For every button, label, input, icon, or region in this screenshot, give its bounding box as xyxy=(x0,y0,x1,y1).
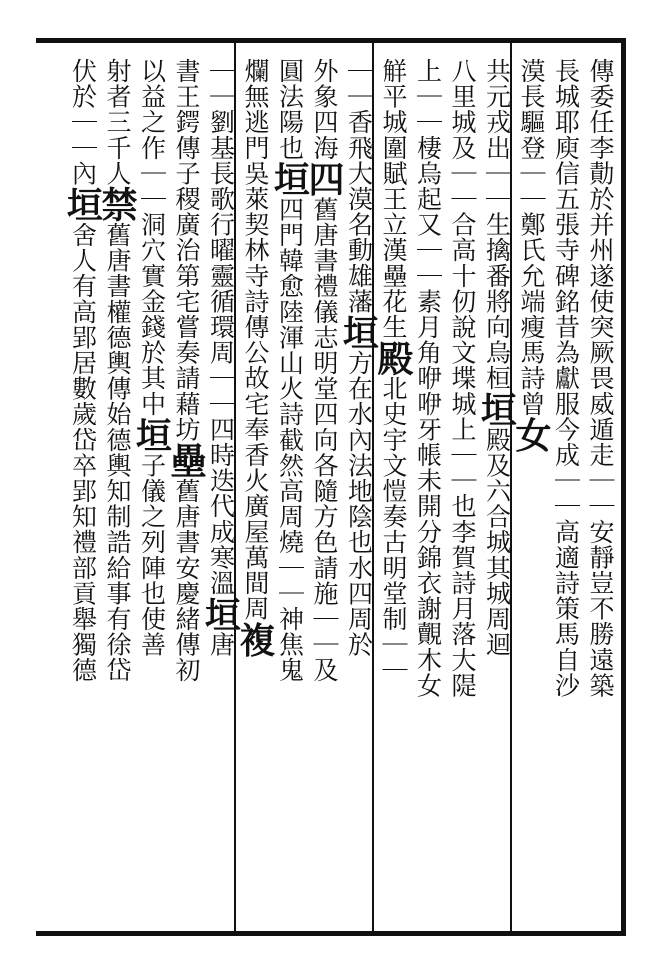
entry-text: 圓法陽也 xyxy=(275,58,305,161)
entry-heading: 四 xyxy=(303,160,345,197)
entry-text: 八里城及｜｜合高十仞說文堞城上｜｜也李賀詩月落大隄 xyxy=(448,58,477,698)
entry-heading: 壘 xyxy=(165,442,207,478)
entry-heading: 垣 xyxy=(61,186,104,222)
entry-text: 傳委任李勣於并州遂使突厥畏威遁走｜｜安靜豈不勝遠築 xyxy=(586,58,615,698)
entry-text: 漠長驅登｜｜鄭氏允端瘦馬詩曾 xyxy=(517,58,546,417)
text-column xyxy=(303,58,345,918)
text-column xyxy=(410,58,446,918)
entry-heading: 垣 xyxy=(130,416,173,453)
entry-text: 書王鍔傳子稷廣治第宅嘗奏請藉坊 xyxy=(172,58,201,442)
entry-heading: 垣 xyxy=(268,160,311,197)
entry-text: 觧平城圍賦王立漢壘花生 xyxy=(379,58,408,340)
entry-text: 殿及六合城其城周迴 xyxy=(482,426,512,658)
text-column xyxy=(130,58,173,918)
entry-text: ｜｜香飛大漠名動雄藩 xyxy=(344,58,374,314)
text-column xyxy=(372,58,414,918)
text-column xyxy=(475,58,518,918)
entry-text: 方在水內法地陰也水四周於 xyxy=(344,350,374,658)
text-column xyxy=(268,58,311,918)
entry-text: 子儀之列陣也使善 xyxy=(137,452,167,658)
entry-heading: 垣 xyxy=(199,595,242,632)
text-column xyxy=(199,58,242,918)
entry-text: 上｜｜棲烏起又｜｜素月角咿咿牙帳未開分錦衣謝覿木女 xyxy=(413,58,443,698)
entry-text: 舊唐書禮儀志明堂四向各隨方色請施｜｜及 xyxy=(310,196,339,683)
entry-text: 爛無逃門吳萊契林寺詩傳公故宅奉香火廣屋萬間周 xyxy=(241,58,270,622)
entry-text: 北史宇文愷奏古明堂制｜｜ xyxy=(379,375,408,683)
entry-text: 長城耶庾信五張寺碑銘昔為獻服今成｜｜高適詩策馬自沙 xyxy=(551,58,581,698)
entry-heading: 禁 xyxy=(96,186,138,222)
text-column xyxy=(582,58,618,918)
entry-text: 外象四海 xyxy=(310,58,339,161)
entry-text: 舍人有高郢居數歲岱卒郢知禮部貢舉獨德 xyxy=(68,222,98,683)
text-column xyxy=(337,58,380,918)
entry-text: 唐 xyxy=(206,631,236,658)
entry-text: 舊唐書權德輿傳始德輿知制誥給事有徐岱 xyxy=(103,222,132,683)
text-column xyxy=(548,58,584,918)
text-column xyxy=(61,58,104,918)
entry-text: 伏於｜｜內 xyxy=(68,58,98,186)
entry-text: ｜｜劉基長歌行曜靈循環周｜｜四時迭代成寒溫 xyxy=(206,58,236,596)
entry-heading: 複 xyxy=(234,621,276,658)
text-column xyxy=(444,58,480,918)
entry-text: 舊唐書安慶緒傳初 xyxy=(172,478,201,683)
entry-text: 共元戎出｜｜生擒番將向烏桓 xyxy=(482,58,512,391)
entry-text: 射者三千人 xyxy=(103,58,132,186)
entry-heading: 垣 xyxy=(337,314,380,350)
text-column xyxy=(234,58,276,918)
entry-text: 以益之作｜｜洞穴實金錢於其中 xyxy=(137,58,167,417)
entry-text: 四門韓愈陸渾山火詩截然高周燒｜｜神焦鬼 xyxy=(275,196,305,683)
entry-heading: 女 xyxy=(510,416,552,453)
text-column xyxy=(510,58,552,918)
entry-heading: 垣 xyxy=(475,390,518,427)
text-column xyxy=(165,58,207,918)
text-column xyxy=(96,58,138,918)
entry-heading: 殿 xyxy=(372,339,414,376)
